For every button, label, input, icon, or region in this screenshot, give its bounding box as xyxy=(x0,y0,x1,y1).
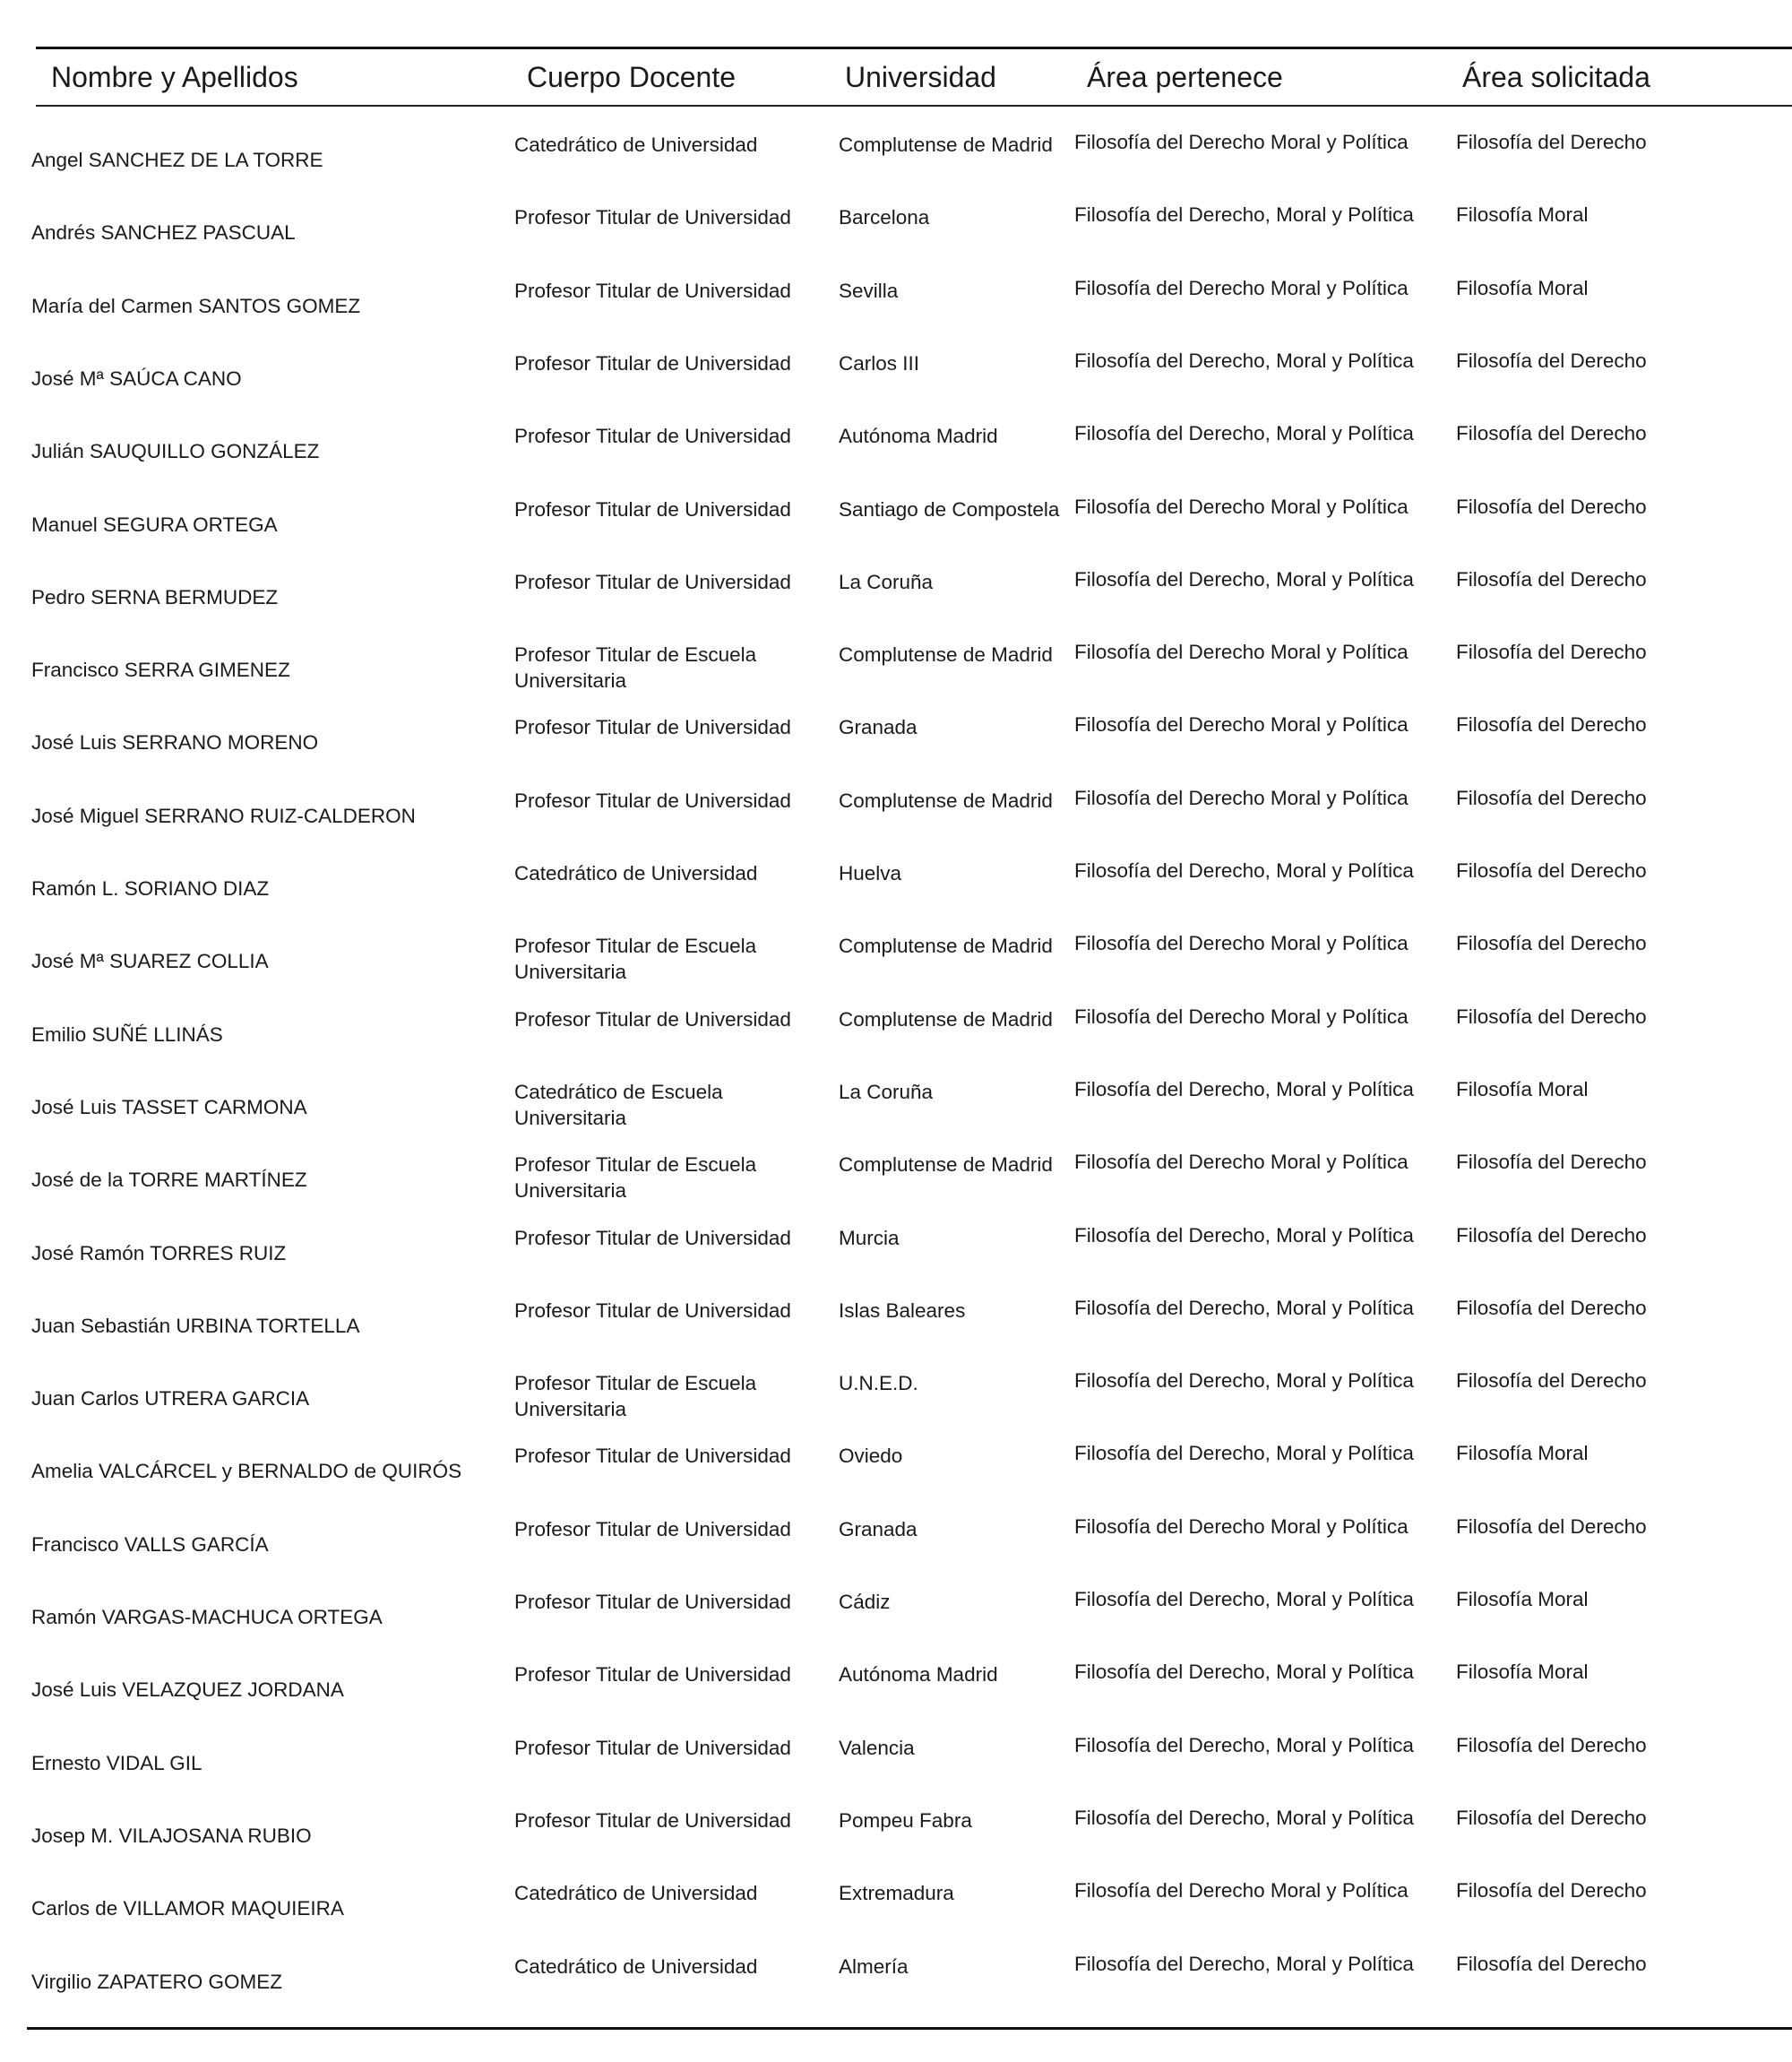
area-solicitada-cell: Filosofía Moral xyxy=(1456,1588,1589,1610)
name-cell: Ramón L. SORIANO DIAZ xyxy=(31,877,270,900)
header-rule xyxy=(36,105,1792,107)
header-area-pertenece: Área pertenece xyxy=(1087,61,1283,93)
area-solicitada-cell: Filosofía del Derecho xyxy=(1456,131,1647,153)
universidad-cell: Pompeu Fabra xyxy=(839,1808,972,1832)
universidad-cell: Murcia xyxy=(839,1226,900,1249)
table-row xyxy=(0,639,1792,711)
table-row xyxy=(0,1805,1792,1877)
table-row xyxy=(0,785,1792,857)
table-row xyxy=(0,566,1792,638)
area-solicitada-cell: Filosofía del Derecho xyxy=(1456,641,1647,664)
area-solicitada-cell: Filosofía del Derecho xyxy=(1456,1223,1647,1247)
table-row xyxy=(0,129,1792,201)
cuerpo-cell: Profesor Titular de Universidad xyxy=(514,1298,791,1322)
header-name: Nombre y Apellidos xyxy=(51,61,298,93)
area-pertenece-cell: Filosofía del Derecho Moral y Política xyxy=(1074,641,1409,664)
area-pertenece-cell: Filosofía del Derecho Moral y Política xyxy=(1074,1514,1409,1538)
area-solicitada-cell: Filosofía del Derecho xyxy=(1456,1296,1647,1319)
universidad-cell: Carlos III xyxy=(839,351,920,375)
area-solicitada-cell: Filosofía del Derecho xyxy=(1456,349,1647,372)
area-solicitada-cell: Filosofía del Derecho xyxy=(1456,1806,1647,1829)
table-row xyxy=(0,1514,1792,1585)
area-pertenece-cell: Filosofía del Derecho Moral y Política xyxy=(1074,1005,1409,1028)
name-cell: Andrés SANCHEZ PASCUAL xyxy=(31,221,296,245)
name-cell: José de la TORRE MARTÍNEZ xyxy=(31,1169,307,1192)
bottom-rule xyxy=(27,2027,1792,2030)
area-pertenece-cell: Filosofía del Derecho, Moral y Política xyxy=(1074,422,1414,445)
name-cell: Juan Sebastián URBINA TORTELLA xyxy=(31,1314,360,1337)
table-row xyxy=(0,420,1792,492)
table-row xyxy=(0,1659,1792,1730)
cuerpo-cell: Profesor Titular de Universidad xyxy=(514,1226,791,1249)
cuerpo-cell: Profesor Titular de Universidad xyxy=(514,425,791,448)
cuerpo-cell: Profesor Titular de Escuela Universitaria xyxy=(514,1372,757,1421)
name-cell: Julián SAUQUILLO GONZÁLEZ xyxy=(31,440,320,463)
name-cell: José Mª SUAREZ COLLIA xyxy=(31,950,269,973)
universidad-cell: Extremadura xyxy=(839,1882,954,1905)
universidad-cell: Huelva xyxy=(839,862,902,884)
universidad-cell: La Coruña xyxy=(839,1080,934,1103)
area-pertenece-cell: Filosofía del Derecho, Moral y Política xyxy=(1074,1661,1414,1684)
universidad-cell: Barcelona xyxy=(839,206,930,229)
name-cell: José Miguel SERRANO RUIZ-CALDERON xyxy=(31,804,416,827)
cuerpo-cell: Profesor Titular de Universidad xyxy=(514,1591,791,1613)
area-pertenece-cell: Filosofía del Derecho, Moral y Política xyxy=(1074,1806,1414,1829)
table-row xyxy=(0,202,1792,273)
area-pertenece-cell: Filosofía del Derecho, Moral y Política xyxy=(1074,1952,1414,1975)
universidad-cell: Valencia xyxy=(839,1736,915,1759)
universidad-cell: La Coruña xyxy=(839,570,934,593)
universidad-cell: Autónoma Madrid xyxy=(839,425,998,448)
table-row xyxy=(0,1440,1792,1512)
area-solicitada-cell: Filosofía del Derecho xyxy=(1456,1514,1647,1538)
cuerpo-cell: Profesor Titular de Universidad xyxy=(514,1517,791,1540)
universidad-cell: Sevilla xyxy=(839,279,899,302)
universidad-cell: Islas Baleares xyxy=(839,1298,966,1322)
area-solicitada-cell: Filosofía del Derecho xyxy=(1456,859,1647,882)
table-row xyxy=(0,930,1792,1002)
cuerpo-cell: Catedrático de Universidad xyxy=(514,862,758,884)
area-pertenece-cell: Filosofía del Derecho Moral y Política xyxy=(1074,786,1409,809)
name-cell: José Luis VELAZQUEZ JORDANA xyxy=(31,1678,344,1702)
header-universidad: Universidad xyxy=(845,61,996,93)
name-cell: Angel SANCHEZ DE LA TORRE xyxy=(31,149,323,171)
area-solicitada-cell: Filosofía Moral xyxy=(1456,1077,1589,1100)
area-pertenece-cell: Filosofía del Derecho, Moral y Política xyxy=(1074,1588,1414,1610)
cuerpo-cell: Profesor Titular de Universidad xyxy=(514,716,791,739)
cuerpo-cell: Profesor Titular de Escuela Universitaria xyxy=(514,643,757,693)
table-row xyxy=(0,1149,1792,1221)
name-cell: José Luis SERRANO MORENO xyxy=(31,731,319,755)
area-solicitada-cell: Filosofía del Derecho xyxy=(1456,1952,1647,1975)
universidad-cell: Complutense de Madrid xyxy=(839,1007,1053,1031)
universidad-cell: Complutense de Madrid xyxy=(839,1153,1053,1177)
area-solicitada-cell: Filosofía Moral xyxy=(1456,203,1589,227)
name-cell: Virgilio ZAPATERO GOMEZ xyxy=(31,1970,283,1993)
area-solicitada-cell: Filosofía del Derecho xyxy=(1456,567,1647,591)
area-pertenece-cell: Filosofía del Derecho Moral y Política xyxy=(1074,932,1409,955)
universidad-cell: Cádiz xyxy=(839,1591,891,1613)
universidad-cell: Complutense de Madrid xyxy=(839,789,1053,812)
area-solicitada-cell: Filosofía Moral xyxy=(1456,1442,1589,1465)
cuerpo-cell: Profesor Titular de Universidad xyxy=(514,789,791,812)
table-row xyxy=(0,1004,1792,1075)
name-cell: Carlos de VILLAMOR MAQUIEIRA xyxy=(31,1897,344,1920)
area-pertenece-cell: Filosofía del Derecho, Moral y Política xyxy=(1074,1223,1414,1247)
area-solicitada-cell: Filosofía del Derecho xyxy=(1456,932,1647,955)
top-rule xyxy=(36,47,1792,49)
area-solicitada-cell: Filosofía Moral xyxy=(1456,1661,1589,1684)
name-cell: Josep M. VILAJOSANA RUBIO xyxy=(31,1824,312,1847)
area-pertenece-cell: Filosofía del Derecho Moral y Política xyxy=(1074,276,1409,299)
area-pertenece-cell: Filosofía del Derecho, Moral y Política xyxy=(1074,1077,1414,1100)
area-solicitada-cell: Filosofía del Derecho xyxy=(1456,1151,1647,1174)
cuerpo-cell: Profesor Titular de Universidad xyxy=(514,1007,791,1031)
area-solicitada-cell: Filosofía del Derecho xyxy=(1456,1733,1647,1756)
name-cell: María del Carmen SANTOS GOMEZ xyxy=(31,294,361,317)
area-solicitada-cell: Filosofía del Derecho xyxy=(1456,713,1647,737)
table-row xyxy=(0,348,1792,419)
universidad-cell: Complutense de Madrid xyxy=(839,643,1053,667)
universidad-cell: Santiago de Compostela xyxy=(839,497,1060,521)
name-cell: José Luis TASSET CARMONA xyxy=(31,1095,307,1118)
cuerpo-cell: Profesor Titular de Universidad xyxy=(514,279,791,302)
table-row xyxy=(0,494,1792,565)
name-cell: Pedro SERNA BERMUDEZ xyxy=(31,585,279,608)
area-pertenece-cell: Filosofía del Derecho Moral y Política xyxy=(1074,1879,1409,1902)
table-row xyxy=(0,712,1792,783)
name-cell: Francisco SERRA GIMENEZ xyxy=(31,659,290,682)
cuerpo-cell: Catedrático de Universidad xyxy=(514,1882,758,1905)
area-solicitada-cell: Filosofía del Derecho xyxy=(1456,1005,1647,1028)
name-cell: Manuel SEGURA ORTEGA xyxy=(31,513,278,536)
cuerpo-cell: Profesor Titular de Universidad xyxy=(514,497,791,521)
name-cell: José Ramón TORRES RUIZ xyxy=(31,1241,287,1264)
header-cuerpo: Cuerpo Docente xyxy=(527,61,737,93)
cuerpo-cell: Catedrático de Universidad xyxy=(514,1954,758,1978)
cuerpo-cell: Profesor Titular de Escuela Universitaria xyxy=(514,1153,757,1203)
area-solicitada-cell: Filosofía del Derecho xyxy=(1456,1879,1647,1902)
cuerpo-cell: Profesor Titular de Universidad xyxy=(514,1663,791,1687)
name-cell: Francisco VALLS GARCÍA xyxy=(31,1532,269,1556)
area-solicitada-cell: Filosofía del Derecho xyxy=(1456,495,1647,518)
table-row xyxy=(0,1222,1792,1294)
table-row xyxy=(0,1586,1792,1658)
name-cell: Ernesto VIDAL GIL xyxy=(31,1751,202,1774)
cuerpo-cell: Profesor Titular de Universidad xyxy=(514,1445,791,1468)
area-pertenece-cell: Filosofía del Derecho, Moral y Política xyxy=(1074,349,1414,372)
table-row xyxy=(0,1076,1792,1148)
cuerpo-cell: Catedrático de Escuela Universitaria xyxy=(514,1080,723,1129)
name-cell: José Mª SAÚCA CANO xyxy=(31,367,242,390)
table-row xyxy=(0,1732,1792,1804)
name-cell: Emilio SUÑÉ LLINÁS xyxy=(31,1022,223,1046)
area-solicitada-cell: Filosofía del Derecho xyxy=(1456,1369,1647,1393)
name-cell: Ramón VARGAS-MACHUCA ORTEGA xyxy=(31,1606,383,1628)
cuerpo-cell: Profesor Titular de Universidad xyxy=(514,206,791,229)
table-row xyxy=(0,275,1792,347)
area-pertenece-cell: Filosofía del Derecho, Moral y Política xyxy=(1074,1369,1414,1393)
universidad-cell: Complutense de Madrid xyxy=(839,935,1053,958)
table-row xyxy=(0,1877,1792,1949)
area-pertenece-cell: Filosofía del Derecho Moral y Política xyxy=(1074,1151,1409,1174)
table-row xyxy=(0,1367,1792,1439)
table-row xyxy=(0,1951,1792,2023)
area-pertenece-cell: Filosofía del Derecho, Moral y Política xyxy=(1074,1733,1414,1756)
area-pertenece-cell: Filosofía del Derecho Moral y Política xyxy=(1074,713,1409,737)
area-pertenece-cell: Filosofía del Derecho, Moral y Política xyxy=(1074,1442,1414,1465)
table-row xyxy=(0,1295,1792,1367)
area-pertenece-cell: Filosofía del Derecho, Moral y Política xyxy=(1074,567,1414,591)
cuerpo-cell: Catedrático de Universidad xyxy=(514,134,758,156)
area-solicitada-cell: Filosofía Moral xyxy=(1456,276,1589,299)
area-pertenece-cell: Filosofía del Derecho, Moral y Política xyxy=(1074,1296,1414,1319)
universidad-cell: Granada xyxy=(839,716,918,739)
header-area-solicitada: Área solicitada xyxy=(1462,61,1650,93)
cuerpo-cell: Profesor Titular de Universidad xyxy=(514,351,791,375)
area-pertenece-cell: Filosofía del Derecho, Moral y Política xyxy=(1074,859,1414,882)
area-pertenece-cell: Filosofía del Derecho Moral y Política xyxy=(1074,495,1409,518)
universidad-cell: Oviedo xyxy=(839,1445,903,1468)
area-solicitada-cell: Filosofía del Derecho xyxy=(1456,786,1647,809)
cuerpo-cell: Profesor Titular de Universidad xyxy=(514,570,791,593)
area-pertenece-cell: Filosofía del Derecho, Moral y Política xyxy=(1074,203,1414,227)
universidad-cell: Complutense de Madrid xyxy=(839,134,1053,156)
area-solicitada-cell: Filosofía del Derecho xyxy=(1456,422,1647,445)
cuerpo-cell: Profesor Titular de Universidad xyxy=(514,1736,791,1759)
universidad-cell: U.N.E.D. xyxy=(839,1372,918,1395)
universidad-cell: Almería xyxy=(839,1954,909,1978)
cuerpo-cell: Profesor Titular de Universidad xyxy=(514,1808,791,1832)
table-row xyxy=(0,858,1792,929)
universidad-cell: Autónoma Madrid xyxy=(839,1663,998,1687)
cuerpo-cell: Profesor Titular de Escuela Universitaria xyxy=(514,935,757,984)
area-pertenece-cell: Filosofía del Derecho Moral y Política xyxy=(1074,131,1409,153)
universidad-cell: Granada xyxy=(839,1517,918,1540)
name-cell: Amelia VALCÁRCEL y BERNALDO de QUIRÓS xyxy=(31,1460,462,1483)
name-cell: Juan Carlos UTRERA GARCIA xyxy=(31,1387,310,1411)
